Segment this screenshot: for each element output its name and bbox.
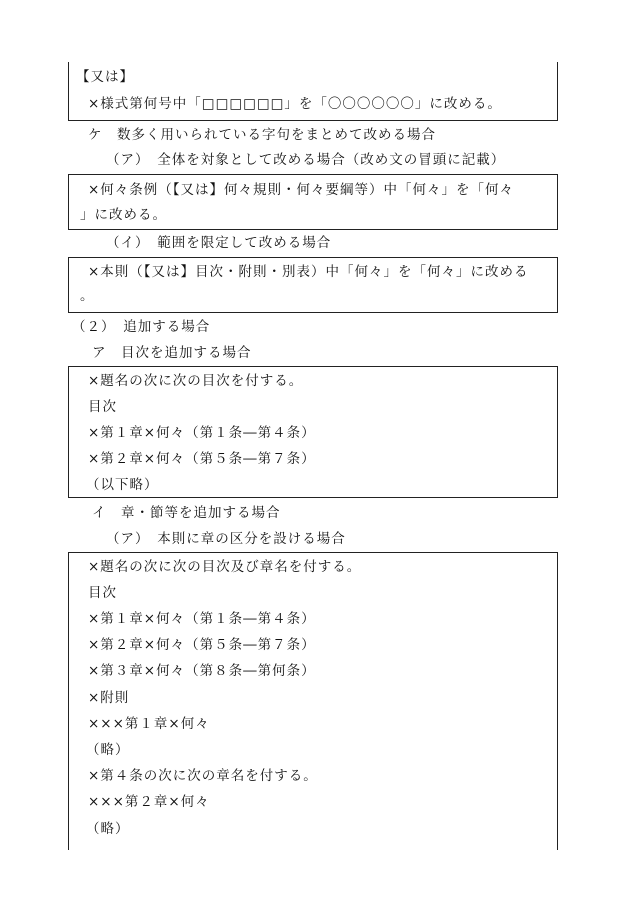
box5-line-6: ×××第１章×何々 bbox=[88, 716, 210, 732]
box1-heading: 【又は】 bbox=[76, 69, 134, 85]
item-a-title: ア 目次を追加する場合 bbox=[92, 345, 252, 361]
box4-line-0: ×題名の次に次の目次を付する。 bbox=[88, 373, 304, 389]
item-i-title: イ 章・節等を追加する場合 bbox=[92, 505, 281, 521]
box5-line-7: （略） bbox=[86, 742, 130, 758]
box5-line-2: ×第１章×何々（第１条―第４条） bbox=[88, 611, 316, 627]
box5-line-1: 目次 bbox=[88, 585, 117, 601]
box1-left-border bbox=[68, 62, 69, 120]
box5-line-3: ×第２章×何々（第５条―第７条） bbox=[88, 637, 316, 653]
item-ke-a-title: （ア） 全体を対象として改める場合（改め文の冒頭に記載） bbox=[106, 152, 506, 168]
box5-line-9: ×××第２章×何々 bbox=[88, 794, 210, 810]
box5-line-10: （略） bbox=[86, 821, 130, 837]
box1-bottom-border bbox=[68, 120, 558, 121]
box5-left-border bbox=[68, 552, 69, 850]
box5-line-0: ×題名の次に次の目次及び章名を付する。 bbox=[88, 559, 362, 575]
box1-line: ×様式第何号中「□□□□□□」を「〇〇〇〇〇〇」に改める。 bbox=[88, 96, 502, 112]
box5-line-8: ×第４条の次に次の章名を付する。 bbox=[88, 768, 318, 784]
box1-right-border bbox=[557, 62, 558, 120]
box3-line2: 。 bbox=[80, 288, 95, 304]
item-ke-title: ケ 数多く用いられている字句をまとめて改める場合 bbox=[88, 127, 436, 143]
box4-line-3: ×第２章×何々（第５条―第７条） bbox=[88, 451, 316, 467]
box4-line-2: ×第１章×何々（第１条―第４条） bbox=[88, 425, 316, 441]
box4-line-1: 目次 bbox=[88, 399, 117, 415]
section2-title: （２） 追加する場合 bbox=[72, 319, 211, 335]
box5-right-border bbox=[557, 552, 558, 850]
box5-line-4: ×第３章×何々（第８条―第何条） bbox=[88, 663, 316, 679]
box5-line-5: ×附則 bbox=[88, 690, 130, 706]
item-ke-i-title: （イ） 範囲を限定して改める場合 bbox=[106, 235, 332, 251]
box3-line1: ×本則（【又は】目次・附則・別表）中「何々」を「何々」に改める bbox=[88, 264, 529, 280]
box5-top-border bbox=[68, 552, 558, 553]
box2-line1: ×何々条例（【又は】何々規則・何々要綱等）中「何々」を「何々 bbox=[88, 182, 515, 198]
box2-line2: 」に改める。 bbox=[80, 207, 167, 223]
item-i-a-title: （ア） 本則に章の区分を設ける場合 bbox=[106, 531, 346, 547]
box4-line-4: （以下略） bbox=[86, 477, 159, 493]
